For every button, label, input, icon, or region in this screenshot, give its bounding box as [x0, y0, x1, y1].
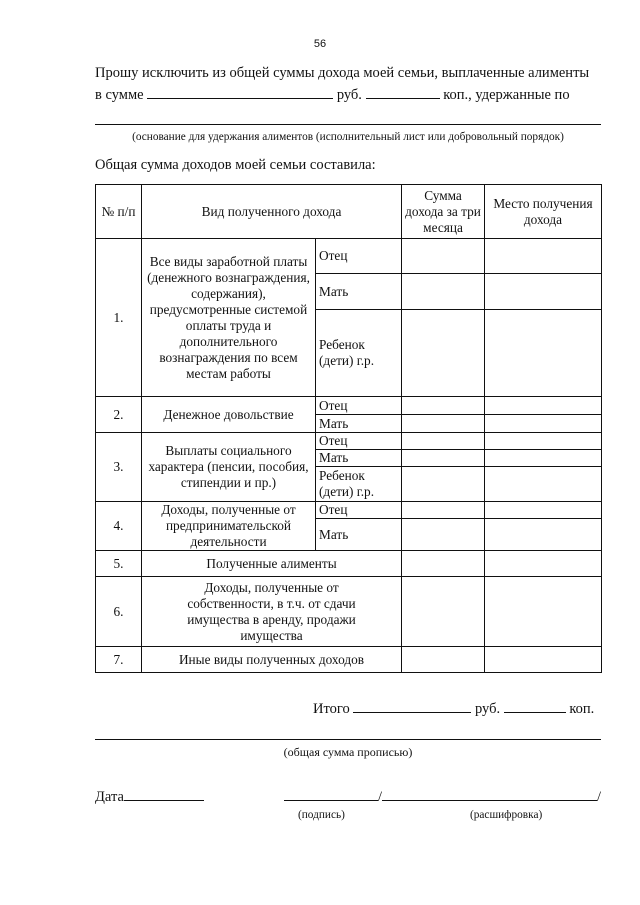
member-cell: Мать [316, 519, 402, 551]
date-line [95, 788, 204, 806]
table-row [96, 647, 602, 673]
rub-label: руб. [336, 87, 362, 103]
place-cell[interactable] [485, 467, 602, 502]
page-number: 56 [313, 38, 327, 50]
decoding-caption: (расшифровка) [470, 809, 543, 821]
sum-cell[interactable] [402, 502, 485, 519]
sum-cell[interactable] [402, 274, 485, 310]
sum-cell[interactable] [402, 577, 485, 647]
sum-cell[interactable] [402, 467, 485, 502]
amount-rub-field[interactable] [147, 86, 333, 99]
row-num: 5. [96, 551, 142, 577]
row-kind: Доходы, полученные от собственности, в т.ч. от сдачи имущества в аренду, продажи имущества [142, 577, 402, 647]
member-cell: Ребенок (дети) г.р. [316, 310, 402, 397]
header-kind: Вид полученного дохода [142, 185, 402, 239]
sum-cell[interactable] [402, 239, 485, 274]
table-row [96, 239, 602, 274]
total-line [313, 700, 594, 718]
total-income-heading: Общая сумма доходов моей семьи составила: [95, 157, 376, 173]
sum-cell[interactable] [402, 647, 485, 673]
member-cell: Ребенок (дети) г.р. [316, 467, 402, 502]
signature-caption: (подпись) [298, 809, 345, 821]
sum-cell[interactable] [402, 415, 485, 433]
row-num: 1. [96, 239, 142, 397]
amount-kop-field[interactable] [366, 86, 440, 99]
basis-caption: (основание для удержания алиментов (исполнительный лист или добровольный порядок) [132, 131, 564, 143]
table-row [96, 502, 602, 519]
row-kind: Денежное довольствие [142, 397, 316, 433]
sum-cell[interactable] [402, 450, 485, 467]
place-cell[interactable] [485, 310, 602, 397]
member-cell: Мать [316, 415, 402, 433]
row-num: 2. [96, 397, 142, 433]
header-num: № п/п [96, 185, 142, 239]
member-cell: Отец [316, 397, 402, 415]
basis-field[interactable] [95, 124, 601, 125]
row-kind: Выплаты социального характера (пенсии, пособия, стипендии и пр.) [142, 433, 316, 502]
header-sum: Сумма дохода за три месяца [402, 185, 485, 239]
sum-cell[interactable] [402, 433, 485, 450]
place-cell[interactable] [485, 577, 602, 647]
place-cell[interactable] [485, 433, 602, 450]
date-label: Дата [95, 789, 124, 805]
row-kind: Иные виды полученных доходов [142, 647, 402, 673]
total-rub-field[interactable] [353, 700, 471, 713]
place-cell[interactable] [485, 647, 602, 673]
signature-line [284, 788, 601, 806]
date-field[interactable] [124, 788, 204, 801]
table-header-row [96, 185, 602, 239]
kop-label: коп., удержанные по [443, 87, 570, 103]
row-kind: Доходы, полученные от предпринимательской деятельности [142, 502, 316, 551]
intro-line-1: Прошу исключить из общей суммы дохода моей семьи, выплаченные алименты [95, 65, 590, 81]
place-cell[interactable] [485, 274, 602, 310]
member-cell: Отец [316, 239, 402, 274]
sum-cell[interactable] [402, 551, 485, 577]
income-table [95, 184, 602, 673]
member-cell: Мать [316, 450, 402, 467]
header-place: Место получения дохода [485, 185, 602, 239]
table-row [96, 433, 602, 450]
intro-line-2 [95, 86, 570, 104]
member-cell: Мать [316, 274, 402, 310]
place-cell[interactable] [485, 519, 602, 551]
total-rub-label: руб. [474, 701, 501, 717]
place-cell[interactable] [485, 415, 602, 433]
row-num: 6. [96, 577, 142, 647]
table-row [96, 551, 602, 577]
table-row [96, 397, 602, 415]
sum-in-words-field[interactable] [95, 739, 601, 740]
total-kop-label: коп. [569, 701, 595, 717]
place-cell[interactable] [485, 239, 602, 274]
sum-in-words-caption: (общая сумма прописью) [283, 745, 413, 759]
place-cell[interactable] [485, 397, 602, 415]
row-num: 3. [96, 433, 142, 502]
total-label: Итого [313, 701, 350, 717]
signature-slash: / [378, 789, 383, 805]
member-cell: Отец [316, 502, 402, 519]
sum-cell[interactable] [402, 397, 485, 415]
total-kop-field[interactable] [504, 700, 566, 713]
signature-field[interactable] [284, 788, 378, 801]
member-cell: Отец [316, 433, 402, 450]
signature-slash-end: / [597, 789, 602, 805]
table-row [96, 577, 602, 647]
row-kind: Все виды заработной платы (денежного вознаграждения, содержания), предусмотренные системой оплаты труда и дополнительного вознаграждения по всем местам работы [142, 239, 316, 397]
place-cell[interactable] [485, 450, 602, 467]
decoding-field[interactable] [382, 788, 597, 801]
row-kind: Полученные алименты [142, 551, 402, 577]
place-cell[interactable] [485, 551, 602, 577]
sum-cell[interactable] [402, 310, 485, 397]
intro-prefix: в сумме [95, 87, 144, 103]
place-cell[interactable] [485, 502, 602, 519]
row-num: 7. [96, 647, 142, 673]
row-num: 4. [96, 502, 142, 551]
sum-cell[interactable] [402, 519, 485, 551]
